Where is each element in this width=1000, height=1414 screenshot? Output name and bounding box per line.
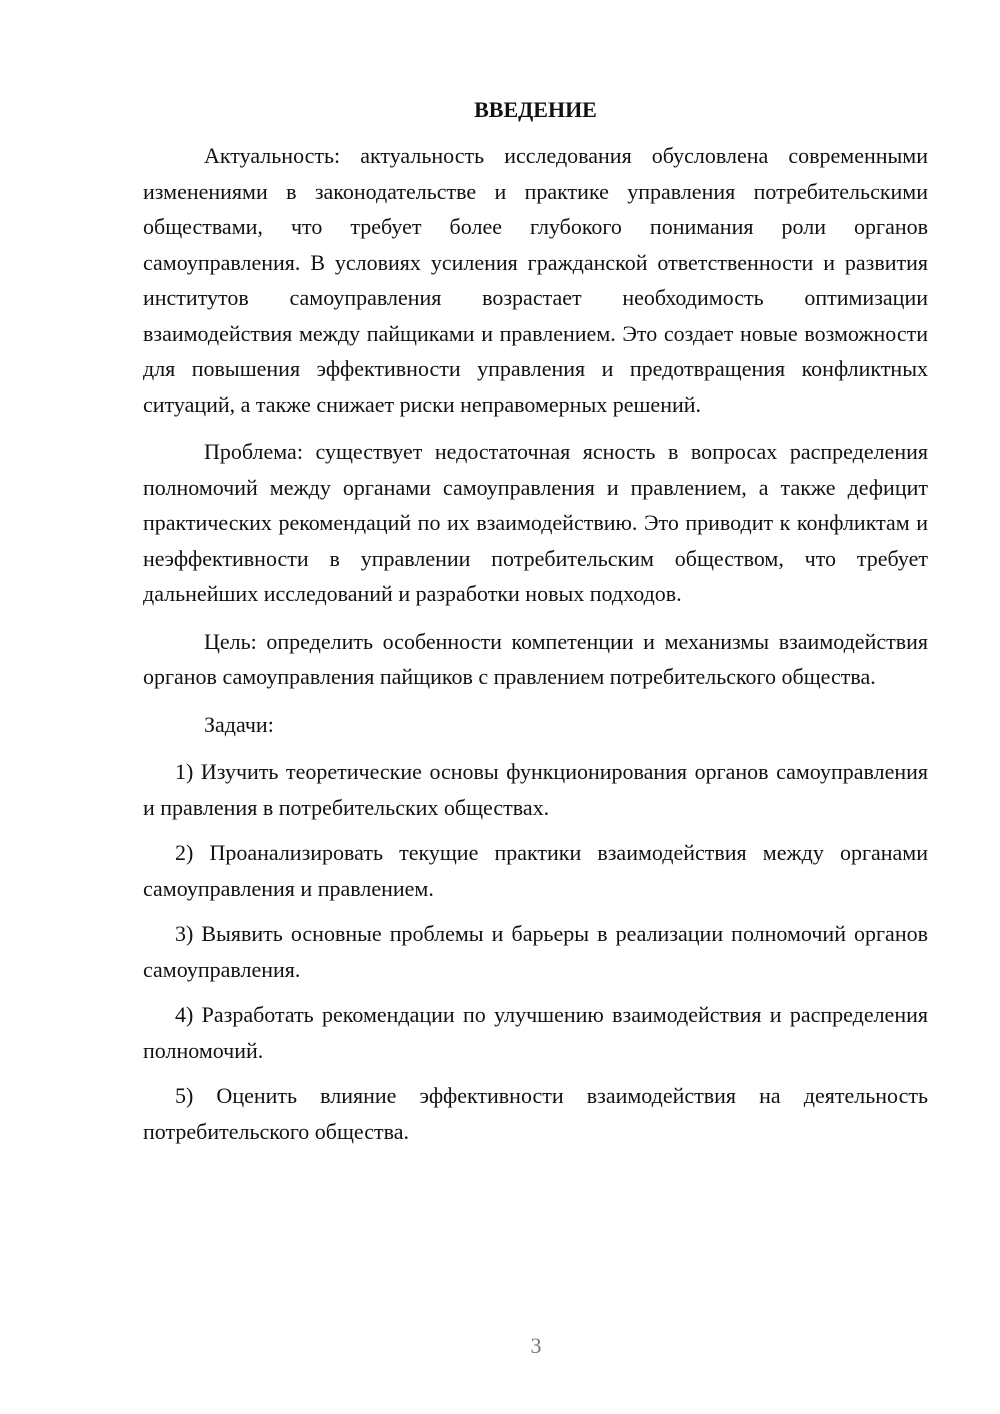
paragraph-goal: Цель: определить особенности компетенции и механизмы взаимодействия органов самоуправления пайщиков с правлением потребительского общества. xyxy=(143,628,928,689)
task-item: 3) Выявить основные проблемы и барьеры в реализации полномочий органов самоуправления. xyxy=(143,921,928,982)
task-item: 5) Оценить влияние эффективности взаимодействия на деятельность потребительского общества. xyxy=(143,1083,928,1144)
paragraph-problem: Проблема: существует недостаточная ясность в вопросах распределения полномочий между органами самоуправления и правлением, а также дефицит практических рекомендаций по их взаимодействию. Это приводит к конфликтам и неэффективности в управлении потребительским обществом, что требует дальнейших исследований и разработки новых подходов. xyxy=(143,439,928,606)
page-content xyxy=(143,90,928,1159)
page-title: ВВЕДЕНИЕ xyxy=(474,97,597,122)
page-number: 3 xyxy=(530,1333,542,1358)
task-item: 2) Проанализировать текущие практики взаимодействия между органами самоуправления и правлением. xyxy=(143,840,928,901)
task-item: 1) Изучить теоретические основы функционирования органов самоуправления и правления в потребительских обществах. xyxy=(143,759,928,820)
paragraph-relevance: Актуальность: актуальность исследования обусловлена современными изменениями в законодательстве и практике управления потребительскими обществами, что требует более глубокого понимания роли органов самоуправления. В условиях усиления гражданской ответственности и развития институтов самоуправления возрастает необходимость оптимизации взаимодействия между пайщиками и правлением. Это создает новые возможности для повышения эффективности управления и предотвращения конфликтных ситуаций, а также снижает риски неправомерных решений. xyxy=(143,143,928,417)
paragraph-tasks-heading: Задачи: xyxy=(204,711,274,737)
task-item: 4) Разработать рекомендации по улучшению взаимодействия и распределения полномочий. xyxy=(143,1002,928,1063)
